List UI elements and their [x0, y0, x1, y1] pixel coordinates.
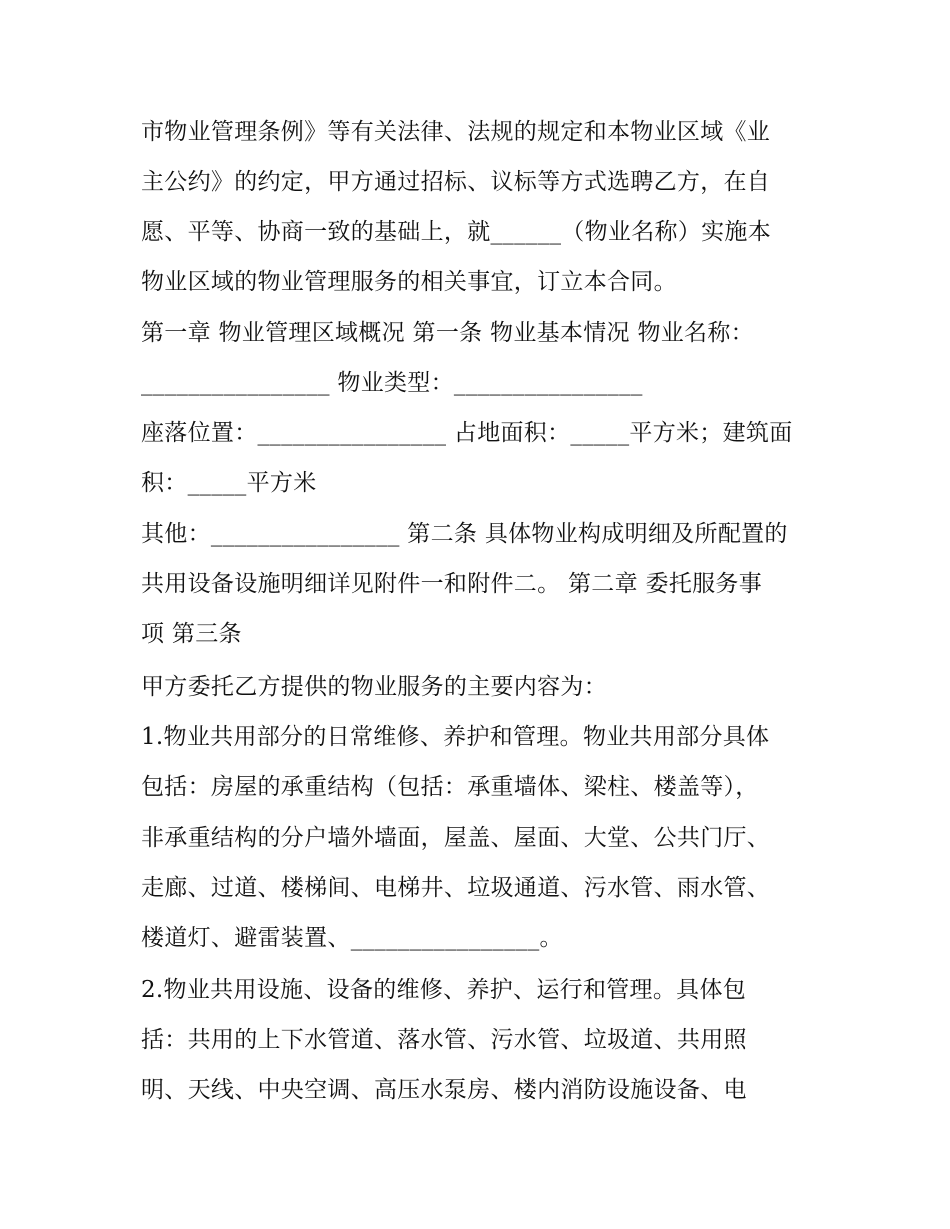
text-line: 项 第三条 [141, 621, 242, 647]
text-line: 1.物业共用部分的日常维修、养护和管理。物业共用部分具体 [141, 724, 770, 750]
text-line: ________________ 物业类型：________________ [141, 370, 643, 396]
text-line: 括：共用的上下水管道、落水管、污水管、垃圾道、共用照 [141, 1027, 747, 1053]
text-line: 甲方委托乙方提供的物业服务的主要内容为： [141, 674, 607, 700]
text-line: 非承重结构的分户墙外墙面，屋盖、屋面、大堂、公共门厅、 [141, 825, 771, 851]
text-line: 积：_____平方米 [141, 470, 317, 496]
text-line: 走廊、过道、楼梯间、电梯井、垃圾通道、污水管、雨水管、 [141, 875, 771, 901]
text-line: 市物业管理条例》等有关法律、法规的规定和本物业区域《业 [141, 119, 771, 145]
text-line: 包括：房屋的承重结构（包括：承重墙体、梁柱、楼盖等）， [141, 774, 759, 800]
text-line: 物业区域的物业管理服务的相关事宜，订立本合同。 [141, 269, 677, 295]
text-line: 第一章 物业管理区域概况 第一条 物业基本情况 物业名称： [141, 320, 754, 346]
text-line: 愿、平等、协商一致的基础上，就______（物业名称）实施本 [141, 219, 771, 245]
text-line: 明、天线、中央空调、高压水泵房、楼内消防设施设备、电 [141, 1077, 747, 1103]
text-line: 共用设备设施明细详见附件一和附件二。 第二章 委托服务事 [141, 571, 763, 597]
text-line: 楼道灯、避雷装置、________________。 [141, 925, 563, 951]
text-line: 座落位置：________________ 占地面积：_____平方米；建筑面 [141, 420, 793, 446]
text-line: 主公约》的约定，甲方通过招标、议标等方式选聘乙方，在自 [141, 169, 771, 195]
text-line: 2.物业共用设施、设备的维修、养护、运行和管理。具体包 [141, 977, 747, 1003]
text-line: 其他：________________ 第二条 具体物业构成明细及所配置的 [141, 521, 788, 547]
